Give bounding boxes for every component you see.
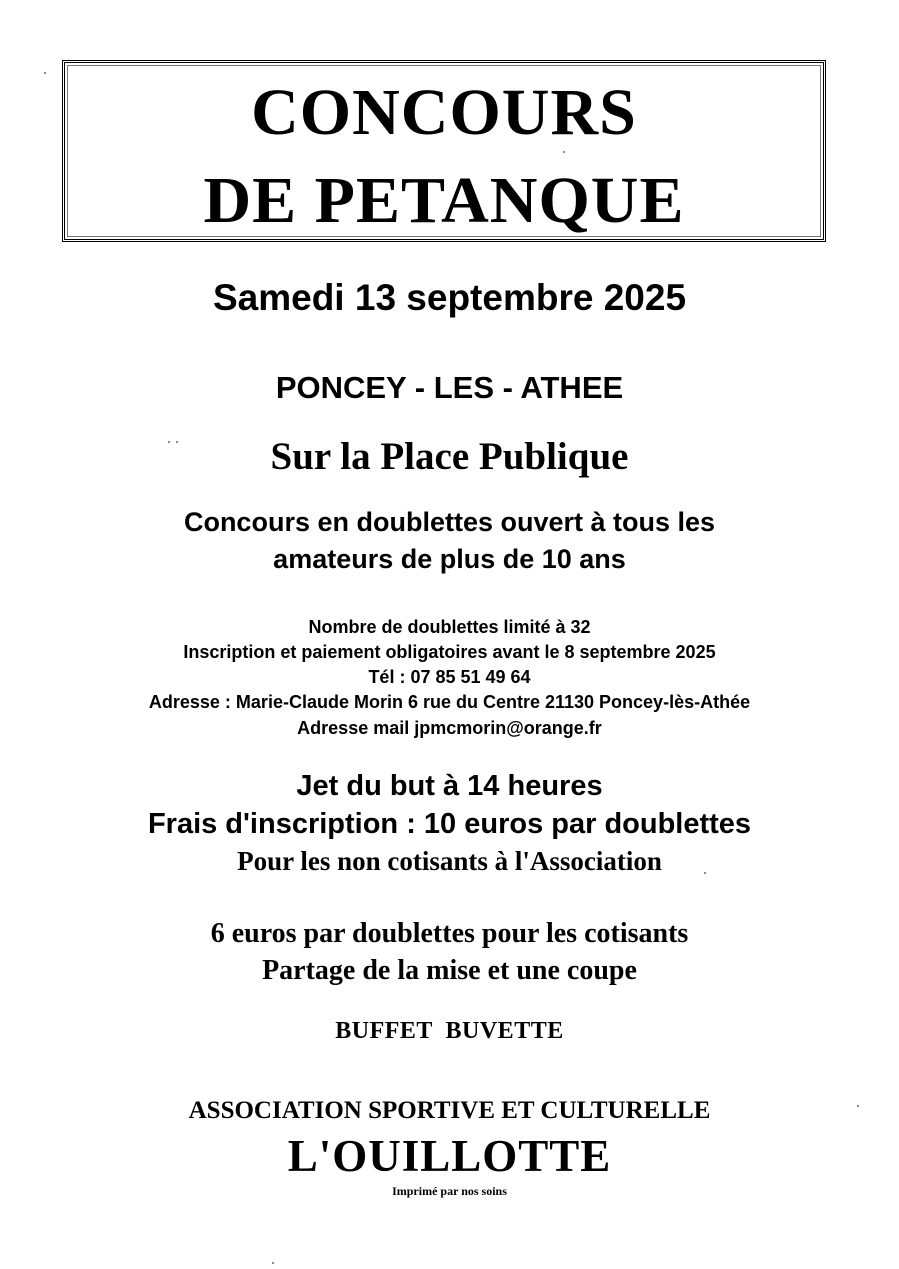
title-line-2: DE PETANQUE bbox=[203, 164, 685, 237]
scan-speck bbox=[857, 1105, 859, 1107]
concours-description-line-2: amateurs de plus de 10 ans bbox=[273, 544, 626, 574]
concours-description-line-1: Concours en doublettes ouvert à tous les bbox=[183, 507, 716, 537]
frais-inscription: Frais d'inscription : 10 euros par doublettes bbox=[147, 808, 752, 840]
event-town: PONCEY - LES - ATHEE bbox=[275, 370, 624, 405]
scan-speck bbox=[176, 441, 178, 443]
scan-speck bbox=[168, 441, 170, 443]
event-date: Samedi 13 septembre 2025 bbox=[212, 277, 687, 318]
info-max-doublettes: Nombre de doublettes limité à 32 bbox=[308, 617, 591, 637]
association-name: L'OUILLOTTE bbox=[287, 1131, 612, 1181]
scan-speck bbox=[704, 872, 706, 874]
cotisants-price: 6 euros par doublettes pour les cotisants bbox=[210, 918, 689, 949]
info-telephone: Tél : 07 85 51 49 64 bbox=[368, 667, 531, 687]
printed-by-note: Imprimé par nos soins bbox=[392, 1184, 507, 1198]
scan-speck bbox=[563, 151, 565, 153]
info-email: Adresse mail jpmcmorin@orange.fr bbox=[297, 718, 602, 738]
title-line-1: CONCOURS bbox=[251, 76, 637, 149]
association-label: ASSOCIATION SPORTIVE ET CULTURELLE bbox=[188, 1097, 711, 1124]
scan-speck bbox=[272, 1262, 274, 1264]
info-inscription-deadline: Inscription et paiement obligatoires avant le 8 septembre 2025 bbox=[183, 642, 716, 662]
title-box bbox=[62, 60, 826, 242]
jet-du-but: Jet du but à 14 heures bbox=[296, 770, 603, 802]
event-place: Sur la Place Publique bbox=[270, 435, 629, 478]
scan-speck bbox=[44, 72, 46, 74]
info-address: Adresse : Marie-Claude Morin 6 rue du Centre 21130 Poncey-lès-Athée bbox=[148, 692, 751, 712]
prize-info: Partage de la mise et une coupe bbox=[262, 955, 637, 986]
buffet-buvette: BUFFET BUVETTE bbox=[335, 1018, 564, 1044]
non-cotisants-note: Pour les non cotisants à l'Association bbox=[237, 846, 662, 876]
